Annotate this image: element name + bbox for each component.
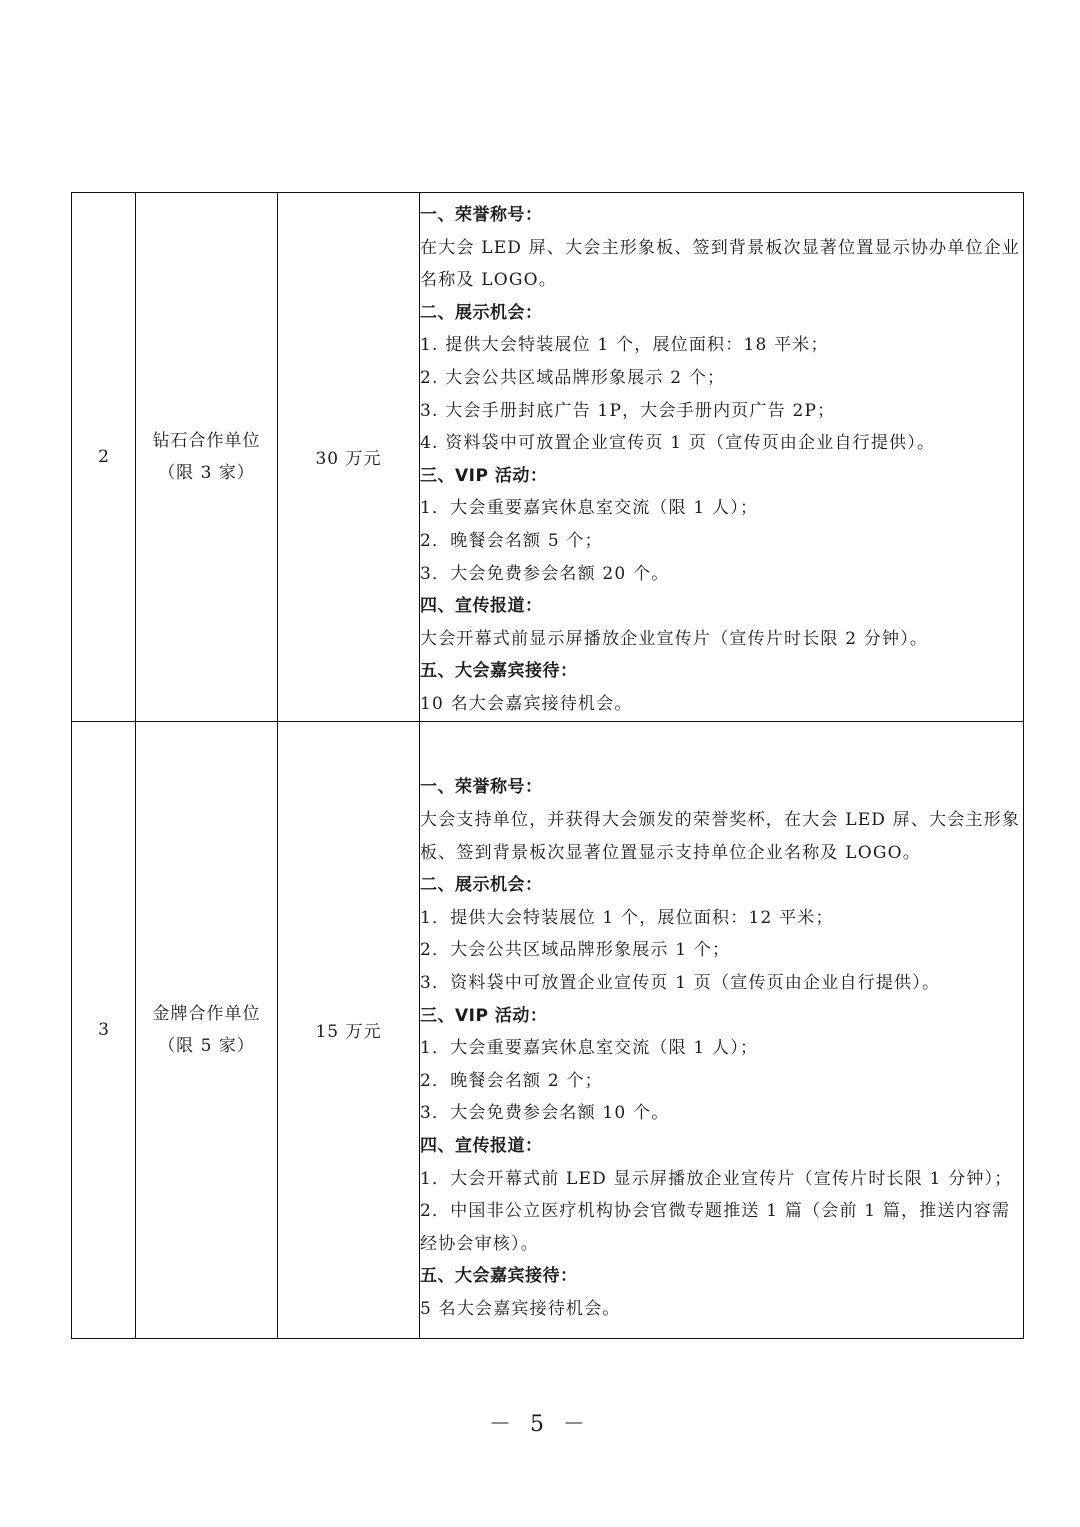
benefit-line: 3．资料袋中可放置企业宣传页 1 页（宣传页由企业自行提供）。: [420, 973, 941, 994]
section-heading: 一、荣誉称号：: [420, 777, 543, 798]
benefit-line: 1．大会重要嘉宾休息室交流（限 1 人）；: [420, 1038, 759, 1059]
tier-price: 15 万元: [278, 721, 420, 1338]
section-heading: 四、宣传报道：: [420, 1135, 543, 1156]
tier-name-cell: [136, 193, 278, 722]
benefit-line: 大会支持单位，并获得大会颁发的荣誉奖杯，在大会 LED 屏、大会主形象板、签到背景板次显著位置显示支持单位企业名称及 LOGO。: [420, 810, 1021, 863]
benefits-cell: [420, 721, 1024, 1338]
benefit-line: 1. 提供大会特装展位 1 个，展位面积：18 平米；: [420, 335, 829, 356]
benefits-list: [420, 193, 1023, 721]
section-heading: 五、大会嘉宾接待：: [420, 661, 578, 682]
benefit-line: 1．提供大会特装展位 1 个，展位面积：12 平米；: [420, 907, 834, 928]
benefit-line: 5 名大会嘉宾接待机会。: [420, 1298, 621, 1319]
section-heading: 二、展示机会：: [420, 875, 543, 896]
section-heading: 二、展示机会：: [420, 302, 543, 323]
benefit-line: 2．晚餐会名额 5 个；: [420, 530, 603, 551]
section-heading: 五、大会嘉宾接待：: [420, 1266, 578, 1287]
tier-limit: （限 3 家）: [158, 462, 255, 483]
row-number: 2: [72, 193, 136, 722]
benefit-line: 在大会 LED 屏、大会主形象板、签到背景板次显著位置显示协办单位企业名称及 LOGO。: [420, 237, 1021, 291]
benefits-list: [420, 733, 1023, 1325]
benefit-line: 2．晚餐会名额 2 个；: [420, 1070, 603, 1091]
benefits-cell: [420, 193, 1024, 722]
benefit-line: 3．大会免费参会名额 20 个。: [420, 563, 670, 584]
section-heading: 三、VIP 活动：: [420, 465, 548, 486]
sponsorship-table: [71, 192, 1024, 1339]
benefit-line: 3. 大会手册封底广告 1P，大会手册内页广告 2P；: [420, 400, 836, 421]
row-number: 3: [72, 721, 136, 1338]
benefit-line: 大会开幕式前显示屏播放企业宣传片（宣传片时长限 2 分钟）。: [420, 628, 929, 649]
page-number: － 5 －: [489, 1412, 591, 1437]
tier-name-cell: [136, 721, 278, 1338]
section-heading: 一、荣誉称号：: [420, 205, 543, 225]
benefit-line: 1．大会开幕式前 LED 显示屏播放企业宣传片（宣传片时长限 1 分钟）；: [420, 1168, 1013, 1189]
tier-name: 钻石合作单位: [152, 430, 261, 451]
benefit-line: 3．大会免费参会名额 10 个。: [420, 1103, 670, 1124]
benefit-line: 10 名大会嘉宾接待机会。: [420, 693, 633, 714]
section-heading: 四、宣传报道：: [420, 596, 543, 617]
benefit-line: 1．大会重要嘉宾休息室交流（限 1 人）；: [420, 498, 759, 519]
tier-price: 30 万元: [278, 193, 420, 722]
tier-name: 金牌合作单位: [152, 1003, 261, 1024]
tier-limit: （限 5 家）: [158, 1035, 255, 1056]
benefit-line: 2．大会公共区域品牌形象展示 1 个；: [420, 940, 731, 961]
benefit-line: 2．中国非公立医疗机构协会官微专题推送 1 篇（会前 1 篇，推送内容需经协会审核）。: [420, 1201, 1011, 1254]
benefit-line: 2. 大会公共区域品牌形象展示 2 个；: [420, 367, 726, 388]
table-row: [72, 721, 1024, 1338]
table-row: [72, 193, 1024, 722]
benefit-line: 4. 资料袋中可放置企业宣传页 1 页（宣传页由企业自行提供）。: [420, 433, 936, 454]
section-heading: 三、VIP 活动：: [420, 1005, 548, 1026]
